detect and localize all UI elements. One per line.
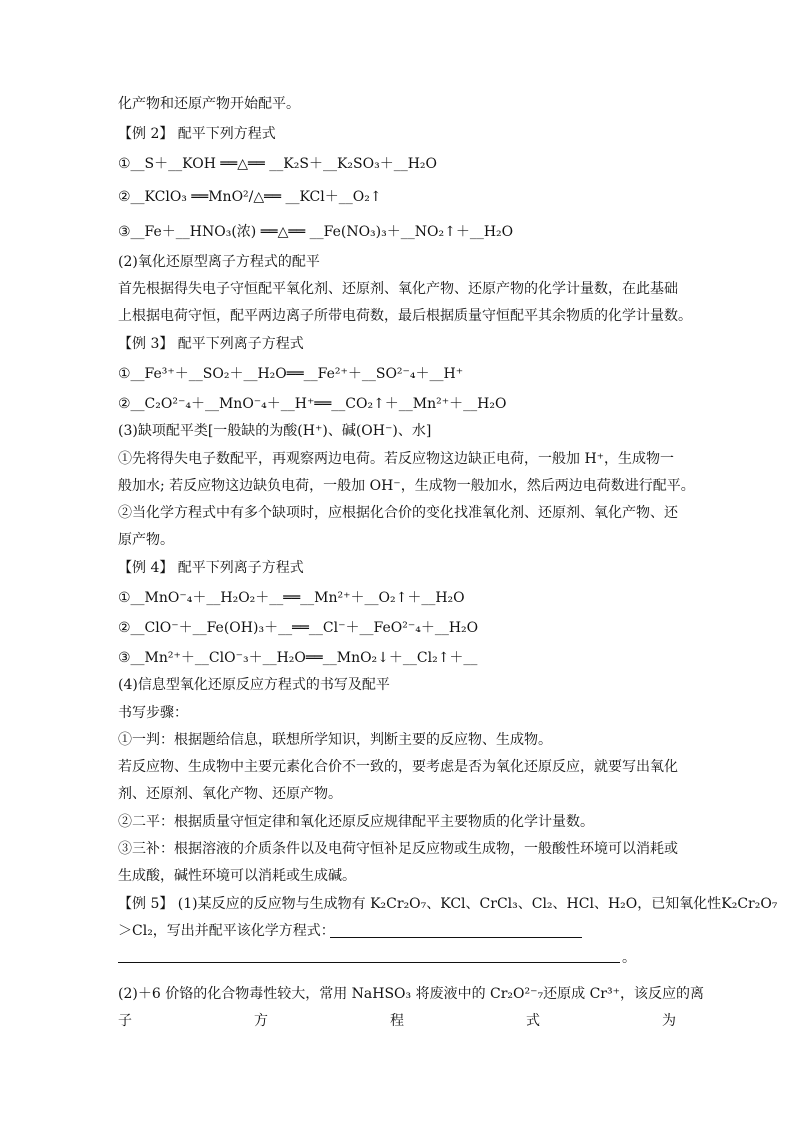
spread-char-2: 程 xyxy=(390,1013,404,1029)
line-24: 剂、还原剂、氧化产物、还原产物。 xyxy=(118,786,342,802)
line-8: 【例 3】 配平下列离子方程式 xyxy=(118,336,304,352)
line-19: ③__Mn²⁺＋__ClO⁻₃＋__H₂O══__MnO₂↓＋__Cl₂↑＋__ xyxy=(118,650,478,666)
line-7: 上根据电荷守恒，配平两边离子所带电荷数，最后根据质量守恒配平其余物质的化学计量数。 xyxy=(118,308,692,324)
line-0: 化产物和还原产物开始配平。 xyxy=(118,96,300,112)
line-14: ②当化学方程式中有多个缺项时，应根据化合价的变化找准氧化剂、还原剂、氧化产物、还 xyxy=(118,505,678,521)
line-18: ②__ClO⁻＋__Fe(OH)₃＋__══__Cl⁻＋__FeO²⁻₄＋__H₂O xyxy=(118,620,479,636)
answer-blank-1[interactable] xyxy=(330,937,582,938)
line-22: ①一判：根据题给信息，联想所学知识，判断主要的反应物、生成物。 xyxy=(118,732,552,748)
line-2: ①__S＋__KOH ══△══ __K₂S＋__K₂SO₃＋__H₂O xyxy=(118,156,438,172)
line-29: ＞Cl₂，写出并配平该化学方程式： xyxy=(118,923,335,939)
line-10: ②__C₂O²⁻₄＋__MnO⁻₄＋__H⁺══__CO₂↑＋__Mn²⁺＋__H₂O xyxy=(118,396,507,412)
line-20: (4)信息型氧化还原反应方程式的书写及配平 xyxy=(118,677,390,693)
line-12: ①先将得失电子数配平，再观察两边电荷。若反应物这边缺正电荷，一般加 H⁺，生成物一 xyxy=(118,451,675,467)
line-15: 原产物。 xyxy=(118,532,174,548)
spread-line xyxy=(118,1011,676,1031)
line-3: ②__KClO₃ ══MnO²/△══ __KCl＋__O₂↑ xyxy=(118,189,382,205)
line-30: 。 xyxy=(622,950,636,966)
spread-char-4: 为 xyxy=(662,1013,676,1029)
line-16: 【例 4】 配平下列离子方程式 xyxy=(118,560,304,576)
line-13: 般加水; 若反应物这边缺负电荷，一般加 OH⁻，生成物一般加水，然后两边电荷数进行配平。 xyxy=(118,478,695,494)
line-4: ③__Fe＋__HNO₃(浓) ══△══ __Fe(NO₃)₃＋__NO₂↑＋__H₂O xyxy=(118,224,514,240)
line-25: ②二平：根据质量守恒定律和氧化还原反应规律配平主要物质的化学计量数。 xyxy=(118,814,594,830)
line-26: ③三补：根据溶液的介质条件以及电荷守恒补足反应物或生成物，一般酸性环境可以消耗或 xyxy=(118,841,678,857)
line-28: 【例 5】 (1)某反应的反应物与生成物有 K₂Cr₂O₇、KCl、CrCl₃、Cl₂、HCl、H₂O，已知氧化性K₂Cr₂O₇ xyxy=(118,896,778,912)
line-27: 生成酸，碱性环境可以消耗或生成碱。 xyxy=(118,868,356,884)
answer-blank-2[interactable] xyxy=(118,962,620,963)
line-31: (2)＋6 价铬的化合物毒性较大，常用 NaHSO₃ 将废液中的 Cr₂O²⁻₇还原成 Cr³⁺，该反应的离 xyxy=(118,986,704,1002)
line-17: ①__MnO⁻₄＋__H₂O₂＋__══__Mn²⁺＋__O₂↑＋__H₂O xyxy=(118,590,465,606)
line-9: ①__Fe³⁺＋__SO₂＋__H₂O══__Fe²⁺＋__SO²⁻₄＋__H⁺ xyxy=(118,366,464,382)
spread-char-1: 方 xyxy=(254,1013,268,1029)
line-6: 首先根据得失电子守恒配平氧化剂、还原剂、氧化产物、还原产物的化学计量数，在此基础 xyxy=(118,281,678,297)
line-11: (3)缺项配平类[一般缺的为酸(H⁺)、碱(OH⁻)、水] xyxy=(118,423,432,439)
spread-char-3: 式 xyxy=(526,1013,540,1029)
spread-char-0: 子 xyxy=(118,1013,132,1029)
line-5: (2)氧化还原型离子方程式的配平 xyxy=(118,254,320,270)
line-23: 若反应物、生成物中主要元素化合价不一致的，要考虑是否为氧化还原反应，就要写出氧化 xyxy=(118,759,678,775)
line-1: 【例 2】 配平下列方程式 xyxy=(118,126,276,142)
line-21: 书写步骤： xyxy=(118,705,188,721)
